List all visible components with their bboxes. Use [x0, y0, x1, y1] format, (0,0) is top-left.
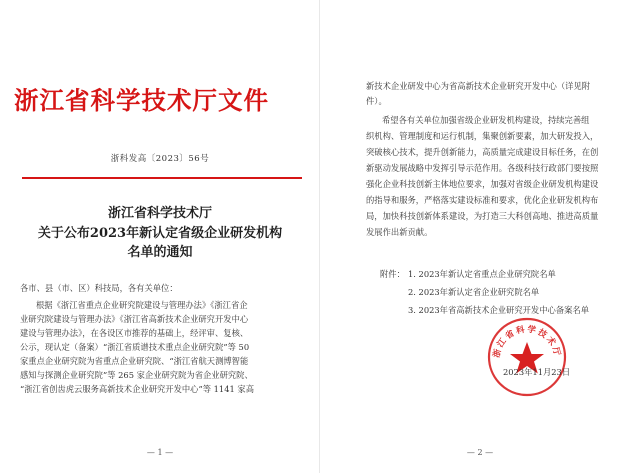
- body-line: 件）。: [366, 96, 387, 106]
- attachment-item: 3. 2023年省高新技术企业研究开发中心备案名单: [408, 305, 590, 315]
- page-number: — 2 —: [466, 448, 494, 457]
- body-line: 希望各有关单位加强省级企业研发机构建设，持续完善组: [382, 115, 590, 125]
- body-line: 家重点企业研究院为省重点企业研究院、“浙江省航天测博智能: [20, 356, 249, 366]
- document-header-title: 浙江省科学技术厅文件: [14, 86, 269, 115]
- page-number: — 1 —: [146, 448, 174, 457]
- notice-title-line-1: 关于公布2023年新认定省级企业研发机构: [37, 226, 283, 241]
- page-2: [320, 0, 640, 473]
- document-number: 浙科发高〔2023〕56号: [110, 154, 210, 164]
- issuer-name: 浙江省科学技术厅: [107, 206, 212, 221]
- attachments-label: 附件：: [380, 269, 405, 279]
- body-line: 新技术企业研发中心为省高新技术企业研究开发中心（详见附: [366, 81, 591, 91]
- body-line: 公示，现认定（备案）“浙江省质谱技术重点企业研究院”等 50: [20, 342, 250, 352]
- body-line: 织机构、管理制度和运行机制，集聚创新要素，加大研发投入，: [366, 131, 599, 141]
- body-line: 建设与管理办法》，在各设区市推荐的基础上，经评审、复核、: [20, 328, 249, 338]
- issue-date: 2023年11月23日: [503, 367, 571, 377]
- seal-text: 浙江省科学技术厅: [491, 324, 563, 359]
- official-seal-icon: [486, 316, 571, 398]
- body-line: 强化企业科技创新主体地位要求，加强对省级企业研发机构建设: [366, 179, 599, 189]
- notice-title-line-2: 名单的通知: [127, 245, 193, 260]
- body-line: 突破核心技术，提升创新能力，高质量完成建设目标任务，在创: [366, 147, 599, 157]
- body-line: 根据《浙江省重点企业研究院建设与管理办法》《浙江省企: [36, 300, 248, 310]
- body-line: “浙江省创齿虎云服务高新技术企业研究开发中心”等 1141 家高: [20, 384, 255, 394]
- body-line: 感知与探测企业研究院”等 265 家企业研究院为省企业研究院、: [20, 370, 253, 380]
- salutation: 各市、县（市、区）科技局，各有关单位：: [20, 283, 178, 293]
- attachment-item: 1. 2023年新认定省重点企业研究院名单: [408, 269, 556, 279]
- red-divider-line: [22, 177, 302, 179]
- attachment-item: 2. 2023年新认定省企业研究院名单: [408, 287, 540, 297]
- body-line: 发展作出新贡献。: [366, 227, 433, 237]
- body-line: 局，加快科技创新体系建设，为打造三大科创高地、推进高质量: [366, 211, 599, 221]
- body-line: 的指导和服务，严格落实建设标准和要求，优化企业研发机构布: [366, 195, 599, 205]
- body-line: 业研究院建设与管理办法》《浙江省高新技术企业研究开发中心: [20, 314, 249, 324]
- body-line: 新驱动发展战略中发挥引导示范作用。各级科技行政部门要按照: [366, 163, 599, 173]
